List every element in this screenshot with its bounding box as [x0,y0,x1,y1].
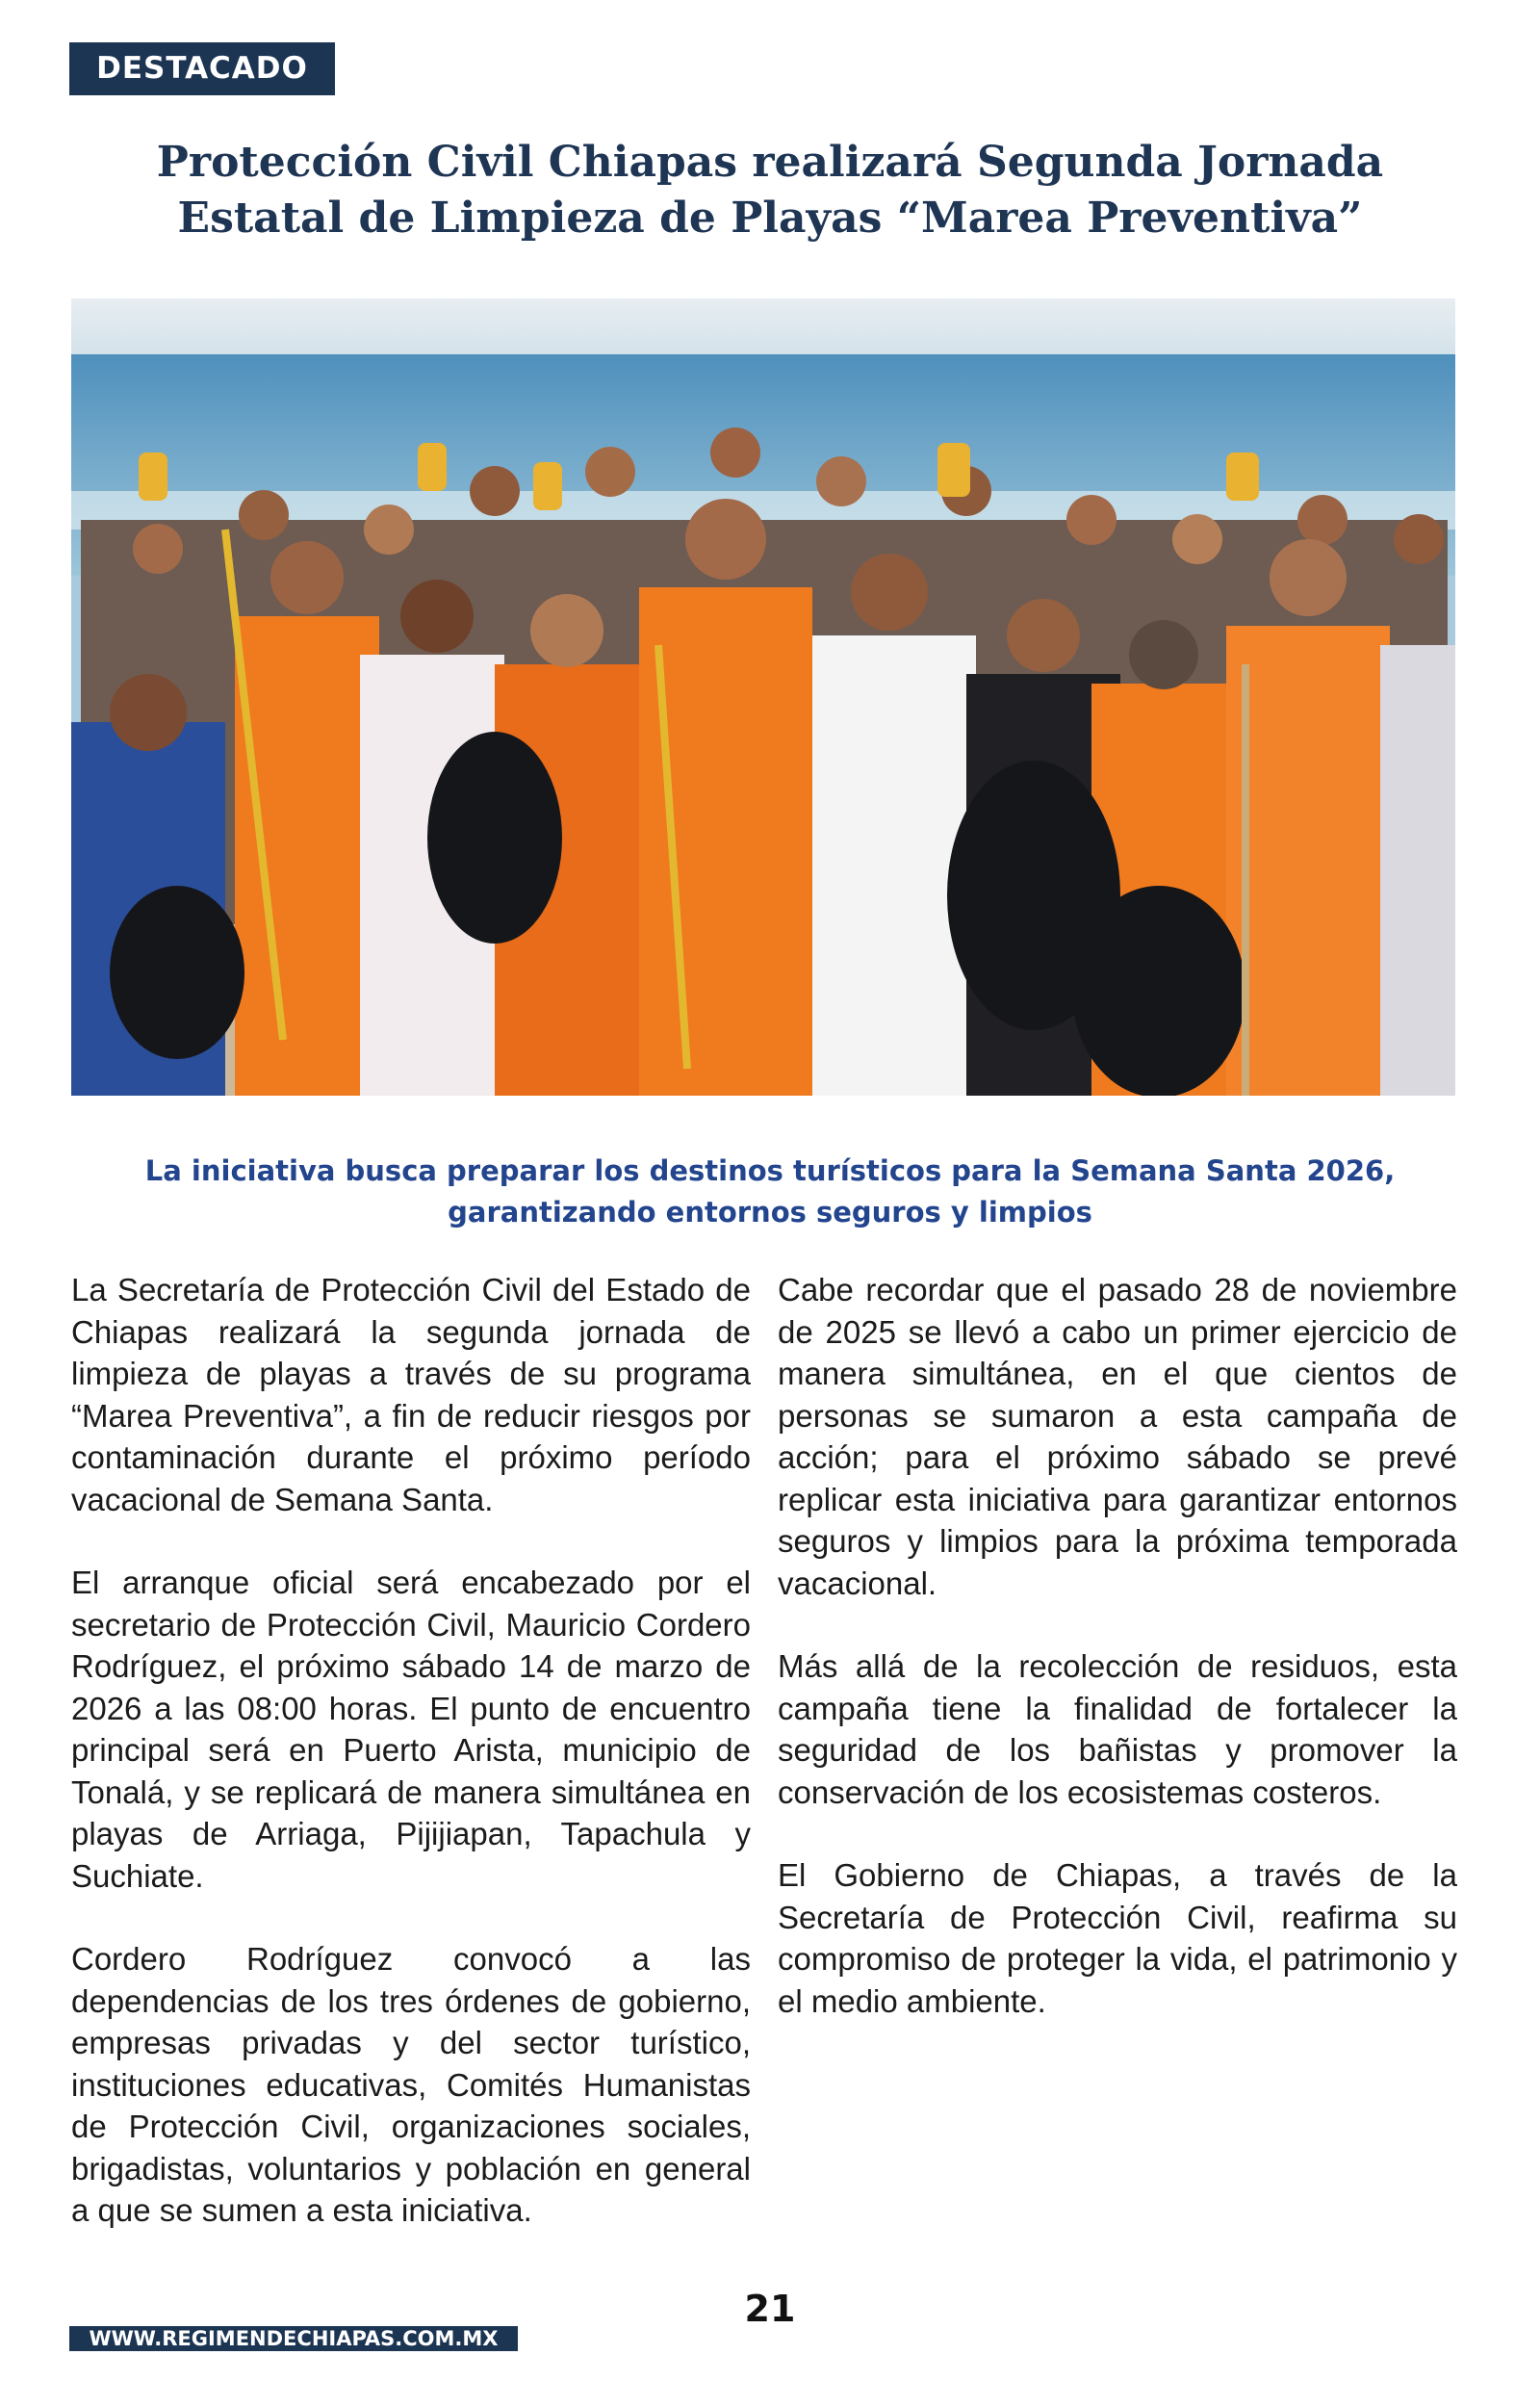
body-paragraph: La Secretaría de Protección Civil del Estado de Chiapas realizará la segunda jornada de limpieza de playas a través de su programa “Marea Preventiva”, a fin de reducir riesgos por contaminación durante el próximo período vacacional de Semana Santa. [71,1272,751,1517]
footer-website-link[interactable]: WWW.REGIMENDECHIAPAS.COM.MX [69,2326,518,2351]
article-headline: Protección Civil Chiapas realizará Segunda Jornada Estatal de Limpieza de Playas “Marea Preventiva” [156,138,1384,243]
body-paragraph: El arranque oficial será encabezado por el secretario de Protección Civil, Mauricio Cordero Rodríguez, el próximo sábado 14 de marzo de 2026 a las 08:00 horas. El punto de encuentro principal será en Puerto Arista, municipio de Tonalá, y se replicará de manera simultánea en playas de Arriaga, Pijijiapan, Tapachula y Suchiate. [71,1565,751,1894]
page-number: 21 [744,2288,796,2330]
article-subhead: La iniciativa busca preparar los destinos turísticos para la Semana Santa 2026, garantizando entornos seguros y limpios [144,1154,1396,1229]
beach-cleanup-group-photo [71,298,1455,1096]
body-paragraph: Cordero Rodríguez convocó a las dependencias de los tres órdenes de gobierno, empresas privadas y del sector turístico, instituciones educativas, Comités Humanistas de Protección Civil, organizaciones sociales, brigadistas, voluntarios y población en general a que se sumen a esta iniciativa. [71,1941,751,2228]
body-paragraph: Más allá de la recolección de residuos, esta campaña tiene la finalidad de fortalecer la seguridad de los bañistas y promover la conservación de los ecosistemas costeros. [778,1648,1457,1810]
body-paragraph: El Gobierno de Chiapas, a través de la Secretaría de Protección Civil, reafirma su compromiso de proteger la vida, el patrimonio y el medio ambiente. [778,1857,1457,2019]
section-tag: DESTACADO [69,42,335,95]
body-paragraph: Cabe recordar que el pasado 28 de noviembre de 2025 se llevó a cabo un primer ejercicio de manera simultánea, en el que cientos de personas se sumaron a esta campaña de acción; para el próximo sábado se prevé replicar esta iniciativa para garantizar entornos seguros y limpios para la próxima temporada vacacional. [778,1272,1457,1601]
article-photo [71,298,1455,1096]
body-column-right [778,1269,1457,2063]
body-column-left [71,1269,751,2273]
